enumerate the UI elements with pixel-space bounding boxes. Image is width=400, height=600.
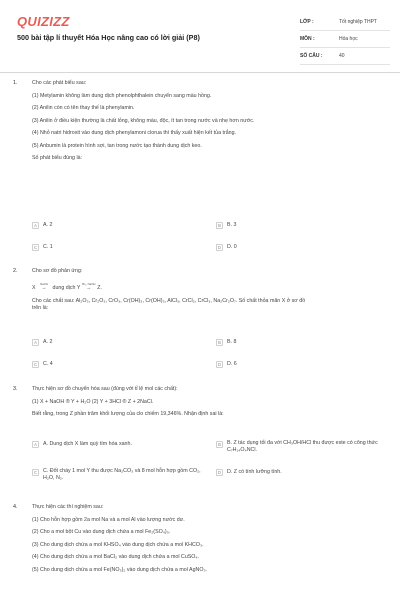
option-key: C bbox=[33, 470, 38, 475]
option-text: C. Đốt cháy 1 mol Y thu được Na₂CO₃ và 8 mol hỗn hợp gồm CO₂, H₂O, N₂. bbox=[43, 468, 201, 481]
question-prompt: Thực hiện các thí nghiệm sau: bbox=[32, 504, 104, 510]
option-text: D. 0 bbox=[227, 243, 237, 250]
question-text: Cho các chất sau: Al₂O₃, Cr₂O₃, CrO₃, Cr(OH)₃, Cr(OH)₃, AlCl₃, CrCl₂, CrCl₃, Na₂Cr₂O₇. Số chất thỏa mãn X ở sơ đồ bbox=[32, 297, 306, 304]
statement: (3) Anilin ở điều kiện thường là chất lỏng, không màu, độc, ít tan trong nước và nhẹ hơn nước. bbox=[32, 117, 255, 124]
question-number: 4. bbox=[13, 504, 18, 510]
option-c[interactable] bbox=[32, 357, 202, 371]
option-key: C bbox=[33, 361, 38, 367]
option-text: A. 2 bbox=[43, 221, 53, 228]
option-key: D bbox=[217, 361, 222, 367]
question-text: (1) X + NaOH ® Y + H₂O (2) Y + 3HCl ® Z + 2NaCl. bbox=[32, 398, 154, 405]
option-key: D bbox=[217, 470, 222, 475]
option-c[interactable] bbox=[32, 468, 202, 488]
meta-value: Hóa học bbox=[339, 36, 358, 42]
option-a[interactable] bbox=[32, 440, 202, 460]
statement: (2) Anilin còn có tên thay thế là phenylamin. bbox=[32, 105, 135, 111]
option-text: A. Dung dịch X làm quỳ tím hóa xanh. bbox=[43, 441, 132, 447]
question-prompt: Cho sơ đồ phản ứng: bbox=[32, 268, 83, 274]
meta-label: LỚP : bbox=[300, 19, 314, 25]
question-text: trên là: bbox=[32, 304, 49, 311]
option-key: D bbox=[217, 244, 222, 250]
header bbox=[0, 0, 400, 68]
question-body bbox=[32, 80, 384, 168]
question-number: 2. bbox=[13, 268, 18, 274]
scheme-right: Z. bbox=[97, 285, 102, 291]
question-prompt: Cho các phát biểu sau: bbox=[32, 80, 87, 86]
option-text: A. 2 bbox=[43, 338, 53, 345]
option-key: B bbox=[216, 222, 223, 229]
option-text: C. 4 bbox=[43, 360, 53, 367]
option-c[interactable] bbox=[32, 240, 202, 254]
arrow-label: NaOH bbox=[40, 282, 48, 286]
option-key: B bbox=[216, 441, 223, 448]
meta-label: MÔN : bbox=[300, 36, 315, 42]
meta-value: 40 bbox=[339, 53, 345, 59]
option-b[interactable] bbox=[216, 335, 386, 349]
option-text: D. 6 bbox=[227, 360, 237, 367]
meta-row-count bbox=[300, 48, 390, 65]
statement: (1) Cho hỗn hợp gồm 2a mol Na và a mol Al vào lượng nước dư. bbox=[32, 516, 185, 523]
statement: (3) Cho dung dịch chứa a mol KHSO₄ vào dung dịch chứa a mol KHCO₃. bbox=[32, 541, 204, 548]
option-key: A bbox=[32, 339, 39, 346]
scheme-middle: dung dịch Y bbox=[52, 285, 81, 291]
option-text: B. Z tác dụng tối đa với CH₃OH/HCl thu được este có công thức C₇H₁₄O₄NCl. bbox=[227, 440, 378, 453]
option-text: C. 1 bbox=[43, 243, 53, 250]
meta-label: SỐ CÂU : bbox=[300, 53, 323, 59]
option-key: A bbox=[32, 222, 39, 229]
option-b[interactable] bbox=[216, 218, 386, 232]
option-text: B. 8 bbox=[227, 338, 237, 345]
scheme-left: X bbox=[32, 285, 36, 291]
option-text: D. Z có tính lưỡng tính. bbox=[227, 469, 282, 475]
arrow-2: Br₂, NaOH → bbox=[82, 282, 96, 291]
meta-value: Tốt nghiệp THPT bbox=[339, 19, 377, 25]
document-title: 500 bài tập lí thuyết Hóa Học nâng cao có lời giải (P8) bbox=[17, 33, 200, 42]
statement: (4) Cho dung dịch chứa a mol BaCl₂ vào dung dịch chứa a mol CuSO₄. bbox=[32, 554, 200, 560]
option-key: A bbox=[32, 441, 39, 448]
statement: (5) Anbumin là protein hình sợi, tan trong nước tạo thành dung dịch keo. bbox=[32, 142, 202, 149]
arrow-label: Br₂, NaOH bbox=[82, 282, 96, 286]
question-number: 1. bbox=[13, 80, 18, 86]
reaction-scheme bbox=[32, 282, 384, 292]
option-d[interactable] bbox=[216, 468, 386, 488]
option-a[interactable] bbox=[32, 218, 202, 232]
meta-table bbox=[300, 14, 390, 65]
quizizz-logo: QUIZIZZ bbox=[17, 14, 70, 29]
statement: (2) Cho a mol bột Cu vào dung dịch chứa a mol Fe₂(SO₄)₃. bbox=[32, 529, 171, 535]
meta-row-subject bbox=[300, 31, 390, 48]
header-divider bbox=[0, 72, 400, 73]
question-text: Biết rằng, trong Z phần trăm khối lượng của clo chiếm 19,346%. Nhận định sai là: bbox=[32, 411, 224, 417]
statement: (4) Nhỏ natri hidroxit vào dung dịch phenylamoni clorua thì thấy xuất hiện kết tủa trắng. bbox=[32, 130, 237, 136]
option-a[interactable] bbox=[32, 335, 202, 349]
arrow-1: NaOH → bbox=[37, 285, 51, 292]
question-number: 3. bbox=[13, 386, 18, 392]
question-body bbox=[32, 386, 384, 424]
option-key: C bbox=[33, 244, 38, 250]
option-d[interactable] bbox=[216, 357, 386, 371]
statement: (5) Cho dung dịch chứa a mol Fe(NO₃)₂ vào dung dịch chứa a mol AgNO₃. bbox=[32, 566, 208, 573]
question-ask: Số phát biểu đúng là: bbox=[32, 155, 83, 161]
meta-row-class bbox=[300, 14, 390, 31]
option-text: B. 3 bbox=[227, 221, 237, 228]
question-prompt: Thực hiện sơ đồ chuyển hóa sau (đúng với tỉ lệ mol các chất): bbox=[32, 386, 178, 392]
option-key: B bbox=[216, 339, 223, 346]
option-b[interactable] bbox=[216, 440, 386, 460]
option-d[interactable] bbox=[216, 240, 386, 254]
question-body bbox=[32, 268, 384, 317]
question-body bbox=[32, 504, 384, 579]
statement: (1) Metylamin không làm dung dịch phenolphthalein chuyển sang màu hồng. bbox=[32, 92, 212, 99]
